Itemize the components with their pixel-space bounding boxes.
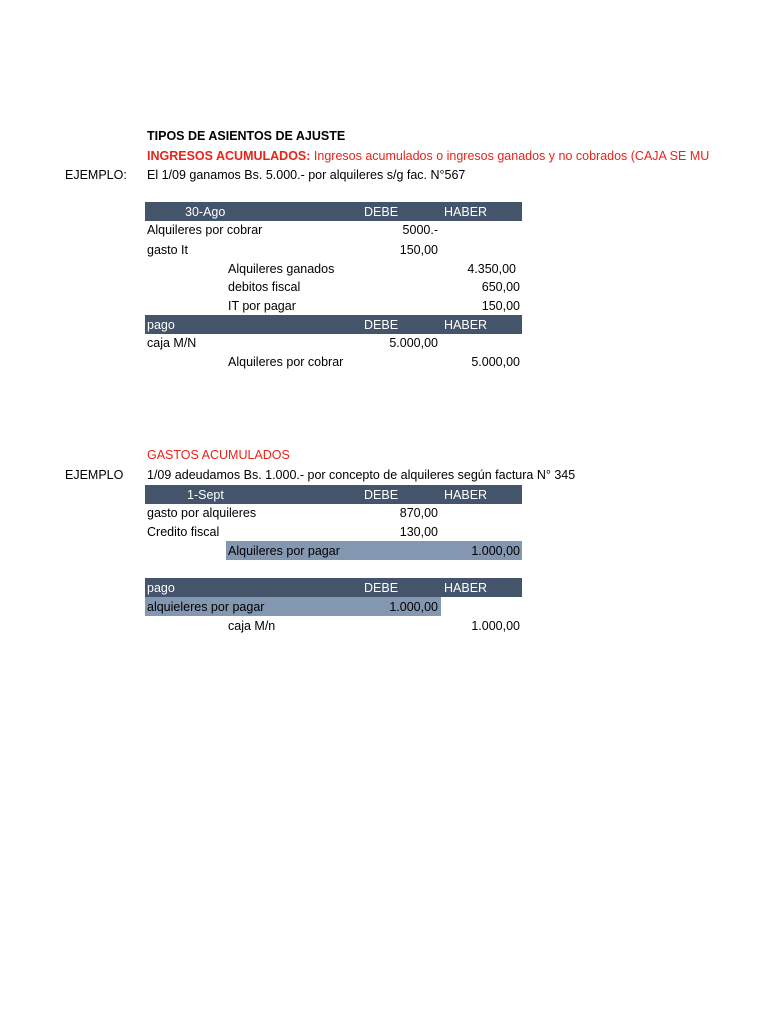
debe-amount: 150,00	[399, 243, 438, 257]
journal-account: Alquileres por cobrar	[228, 355, 344, 369]
haber-header: HABER	[444, 488, 488, 502]
journal-account: caja M/N	[147, 336, 197, 350]
haber-header: HABER	[444, 205, 488, 219]
debe-header: DEBE	[364, 488, 399, 502]
debe-amount: 5.000,00	[389, 336, 438, 350]
journal-account: Credito fiscal	[147, 525, 220, 539]
haber-amount: 150,00	[481, 299, 520, 313]
haber-amount: 1.000,00	[471, 544, 520, 558]
journal-account: debitos fiscal	[228, 280, 301, 294]
section-heading-gastos: GASTOS ACUMULADOS	[147, 448, 290, 462]
example-label: EJEMPLO:	[65, 168, 127, 182]
haber-amount: 650,00	[481, 280, 520, 294]
journal-account: IT por pagar	[228, 299, 296, 313]
journal-date: pago	[147, 581, 175, 595]
debe-header: DEBE	[364, 205, 399, 219]
example-label: EJEMPLO	[65, 468, 124, 482]
section-heading-ingresos	[147, 147, 709, 165]
example-text: 1/09 adeudamos Bs. 1.000.- por concepto de alquileres según factura N° 345	[147, 468, 576, 482]
haber-amount: 5.000,00	[471, 355, 520, 369]
journal-account: alquieleres por pagar	[147, 600, 265, 614]
debe-amount: 870,00	[399, 506, 438, 520]
example-text: El 1/09 ganamos Bs. 5.000.- por alquileres s/g fac. N°567	[147, 168, 466, 182]
debe-amount: 1.000,00	[389, 600, 438, 614]
journal-account: caja M/n	[228, 619, 276, 633]
journal-account: Alquileres por cobrar	[147, 223, 263, 237]
debe-header: DEBE	[364, 318, 399, 332]
haber-header: HABER	[444, 318, 488, 332]
haber-amount: 4.350,00	[467, 262, 516, 276]
journal-date: 30-Ago	[185, 205, 226, 219]
debe-header: DEBE	[364, 581, 399, 595]
page-title: TIPOS DE ASIENTOS DE AJUSTE	[147, 129, 346, 143]
journal-account: Alquileres por pagar	[228, 544, 340, 558]
section-heading-rest: Ingresos acumulados o ingresos ganados y no cobrados (CAJA SE MU	[310, 149, 710, 163]
journal-date: 1-Sept	[187, 488, 224, 502]
section-heading-bold: INGRESOS ACUMULADOS:	[147, 149, 311, 163]
journal-date: pago	[147, 318, 175, 332]
haber-header: HABER	[444, 581, 488, 595]
journal-account: gasto It	[147, 243, 188, 257]
debe-amount: 5000.-	[402, 223, 438, 237]
haber-amount: 1.000,00	[471, 619, 520, 633]
debe-amount: 130,00	[399, 525, 438, 539]
journal-account: gasto por alquileres	[147, 506, 257, 520]
journal-account: Alquileres ganados	[228, 262, 335, 276]
